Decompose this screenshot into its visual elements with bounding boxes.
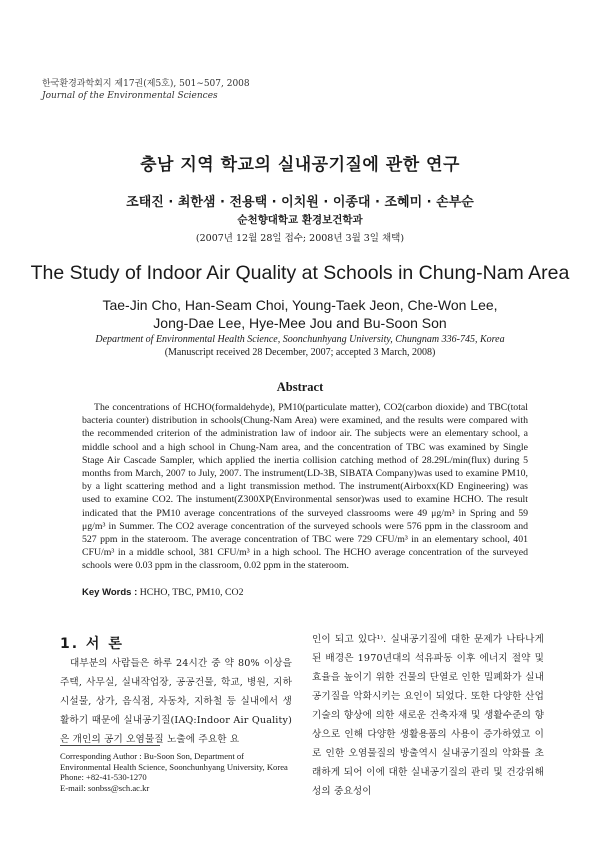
journal-citation: 한국환경과학회지 제17권(제5호), 501∼507, 2008 (42, 79, 250, 89)
footnote (60, 751, 296, 793)
footnote-email: E-mail: sonbss@sch.ac.kr (60, 782, 150, 793)
keywords-label: Key Words : (82, 587, 138, 598)
authors-korean: 조태진 · 최한샘 · 전용택 · 이치원 · 이종대 · 조혜미 · 손부순 (126, 195, 474, 210)
affiliation-english: Department of Environmental Health Science, Soonchunhyang University, Chungnam 336-745, Korea (95, 334, 505, 345)
authors-english-line-1: Tae-Jin Cho, Han-Seam Choi, Young-Taek Jeon, Che-Won Lee, (102, 297, 498, 313)
title-english: The Study of Indoor Air Quality at Schools in Chung-Nam Area (30, 262, 570, 284)
affiliation-korean: 순천향대학교 환경보건학과 (237, 214, 363, 226)
journal-name: Journal of the Environmental Sciences (42, 91, 218, 101)
footnote-phone: Phone: +82-41-530-1270 (60, 772, 147, 782)
received-date-korean: (2007년 12월 28일 접수; 2008년 3월 3일 채택) (195, 233, 405, 244)
received-date-english: (Manuscript received 28 December, 2007; accepted 3 March, 2008) (164, 347, 436, 358)
abstract-heading: Abstract (276, 380, 324, 394)
section-heading: 1. 서 론 (60, 636, 124, 652)
keywords-value: HCHO, TBC, PM10, CO2 (139, 587, 244, 598)
footnote-divider (60, 745, 160, 746)
authors-english-line-2: Jong-Dae Lee, Hye-Mee Jou and Bu-Soon Son (153, 315, 447, 331)
footnote-author: Corresponding Author : Bu-Soon Son, Department of Environmental Health Science, Soonchunhyang University, Korea (60, 751, 288, 772)
body-column-right: 인이 되고 있다¹⁾. 실내공기질에 대한 문제가 나타나게 된 배경은 1970년대의 석유파동 이후 에너지 절약 및 효율을 높이기 위한 건물의 단열로 인한 밀폐화가 실내 공기질을 악화시키는 요인이 되었다. 또한 다양한 산업기술의 향상에 의한 새로운 건축자재 및 생활수준의 향상으로 인해 다양한 생활용품의 사용이 증가하였고 이로 인한 오염물질의 방출역시 실내공기질의 악화를 초래하게 되어 이에 대한 실내공기질의 관리 및 건강위해성의 중요성이 (312, 634, 544, 797)
body-column-left: 대부분의 사람들은 하루 24시간 중 약 80% 이상을 주택, 사무실, 실내작업장, 공공건물, 학교, 병원, 지하시설물, 상가, 음식점, 자동차, 지하철 등 실내에서 생활하기 때문에 실내공기질(IAQ:Indoor Air Quality)은 개인의 공기 오염물질 노출에 주요한 요 (60, 658, 292, 745)
abstract-body: The concentrations of HCHO(formaldehyde), PM10(particulate matter), CO2(carbon dioxide) and TBC(total bacteria counter) distribution in schools(Chung-Nam Area) were examined, and the results were compared with the recommended criterion of the administration law of indoor air. The subjects were an elementary school, a middle school and a high school in Chung-Nam area, and the concentration of TBC was examined by Single Stage Air Cascade Sampler, which applied the inertia collision catching method of 28.29L/min(flux) during 5 months from March, 2007 to July, 2007. The instrument(LD-3B, SIBATA Company)was used to examine PM10, by a light scattering method and a light transmission method. The instrument(Airboxx(KD Engineering) was used to examine CO2. The instument(Z300XP(Environmental sensor)was used to examine HCHO. The result indicated that the PM10 average concentrations of the surveyed classrooms were 49 μg/m³ in Spring and 59 μg/m³ in Summer. The CO2 average concentration of the surveyed schools were 576 ppm in the classroom and 527 ppm in the stateroom. The average concentration of TBC were 729 CFU/m³ in an elementary school, 401 CFU/m³ in a middle school, 381 CFU/m³ in a high school. The HCHO average concentration of the surveyed schools were 0.03 ppm in the classroom, 0.02 ppm in the stateroom. (82, 402, 528, 572)
title-korean: 충남 지역 학교의 실내공기질에 관한 연구 (140, 155, 460, 175)
keywords (82, 587, 244, 598)
authors-english (0, 296, 600, 332)
